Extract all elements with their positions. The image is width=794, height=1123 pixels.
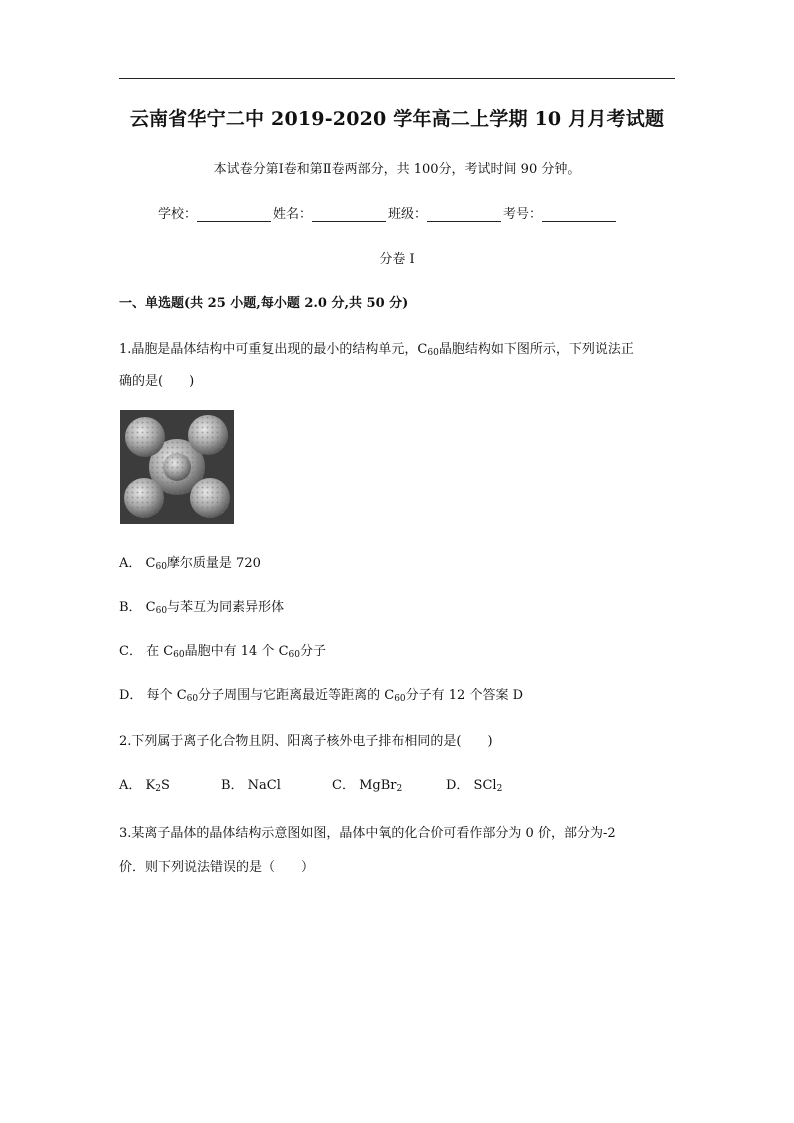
- school-label: 学校：: [158, 207, 198, 222]
- q1-stem-line2: 确的是( ): [119, 374, 195, 389]
- q1-option-c: C． 在 $C_{60}$晶胞中有 14 个 $C_{60}$分子: [119, 644, 326, 660]
- student-info-row: [158, 203, 618, 222]
- part-heading: 一、单选题(共 25 小题,每小题 2.0 分,共 50 分): [119, 296, 409, 311]
- q1-option-b: B． $C_{60}$与苯互为同素异形体: [119, 600, 285, 616]
- q3-stem-line2: 价．则下列说法错误的是（ ）: [119, 860, 315, 875]
- q2-option-c: C． MgBr$_2$: [332, 778, 403, 794]
- exam-subtitle: 本试卷分第Ⅰ卷和第Ⅱ卷两部分，共 100分，考试时间 90 分钟。: [213, 162, 581, 177]
- q1-stem-line1: 1.晶胞是晶体结构中可重复出现的最小的结构单元，$C_{60}$晶胞结构如下图所示，下列说法正: [119, 342, 634, 358]
- name-label: 姓名：: [273, 207, 313, 222]
- q2-option-b: B． NaCl: [221, 778, 281, 793]
- q1-option-d: D． 每个 $C_{60}$分子周围与它距离最近等距离的 $C_{60}$分子有 12 个答案 D: [119, 688, 524, 704]
- q2-option-a: A． $K_2S$: [119, 778, 170, 794]
- header-rule: [119, 78, 675, 79]
- c60-crystal-cell-image: [120, 410, 234, 524]
- q3-stem-line1: 3.某离子晶体的晶体结构示意图如图，晶体中氧的化合价可看作部分为 0 价，部分为-2: [119, 826, 616, 841]
- q2-option-d: D． SCl$_2$: [446, 778, 503, 794]
- exam-number-blank[interactable]: [542, 207, 616, 222]
- exam-title: 云南省华宁二中 2019-2020 学年高二上学期 10 月月考试题: [129, 108, 665, 130]
- section-title: 分卷 I: [379, 252, 415, 267]
- school-blank[interactable]: [197, 207, 271, 222]
- class-blank[interactable]: [427, 207, 501, 222]
- class-label: 班级：: [388, 207, 428, 222]
- exam-number-label: 考号：: [503, 207, 543, 222]
- q2-stem: 2.下列属于离子化合物且阴、阳离子核外电子排布相同的是( ): [119, 734, 493, 749]
- q1-option-a: A． $C_{60}$摩尔质量是 720: [119, 556, 261, 572]
- name-blank[interactable]: [312, 207, 386, 222]
